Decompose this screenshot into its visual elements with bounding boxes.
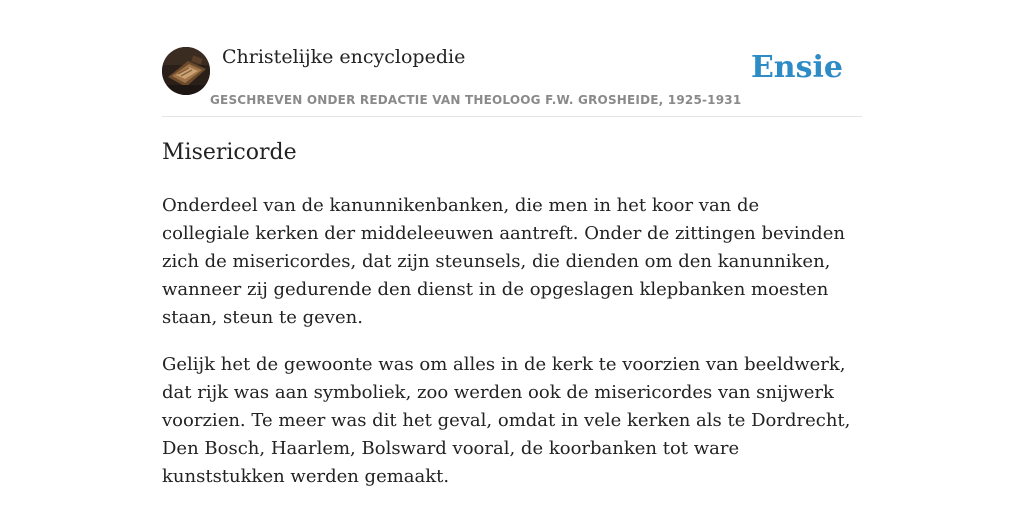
book-photo-icon: [162, 47, 210, 95]
article-paragraph: Gelijk het de gewoonte was om alles in de kerk te voorzien van beeldwerk, dat rijk was aan symboliek, zoo werden ook de misericordes van snijwerk voorzien. Te meer was dit het geval, omdat in vele kerken als te Dordrecht, Den Bosch, Haarlem, Bolsward vooral, de koorbanken tot ware kunststukken werden gemaakt.: [162, 354, 851, 487]
article-title: Misericorde: [162, 140, 297, 165]
site-subtitle: GESCHREVEN ONDER REDACTIE VAN THEOLOOG F.W. GROSHEIDE, 1925-1931: [210, 93, 742, 107]
encyclopedia-avatar[interactable]: [162, 47, 210, 95]
site-title[interactable]: Christelijke encyclopedie: [222, 46, 466, 68]
article-paragraph: Onderdeel van de kanunnikenbanken, die men in het koor van de collegiale kerken der middeleeuwen aantreft. Onder de zittingen bevinden zich de misericordes, dat zijn steunsels, die dienden om den kanunniken, wanneer zij gedurende den dienst in de opgeslagen klepbanken moesten staan, steun te geven.: [162, 195, 845, 328]
brand-logo[interactable]: Ensie: [750, 50, 843, 85]
article-body: [162, 192, 852, 510]
site-header: [162, 46, 862, 117]
